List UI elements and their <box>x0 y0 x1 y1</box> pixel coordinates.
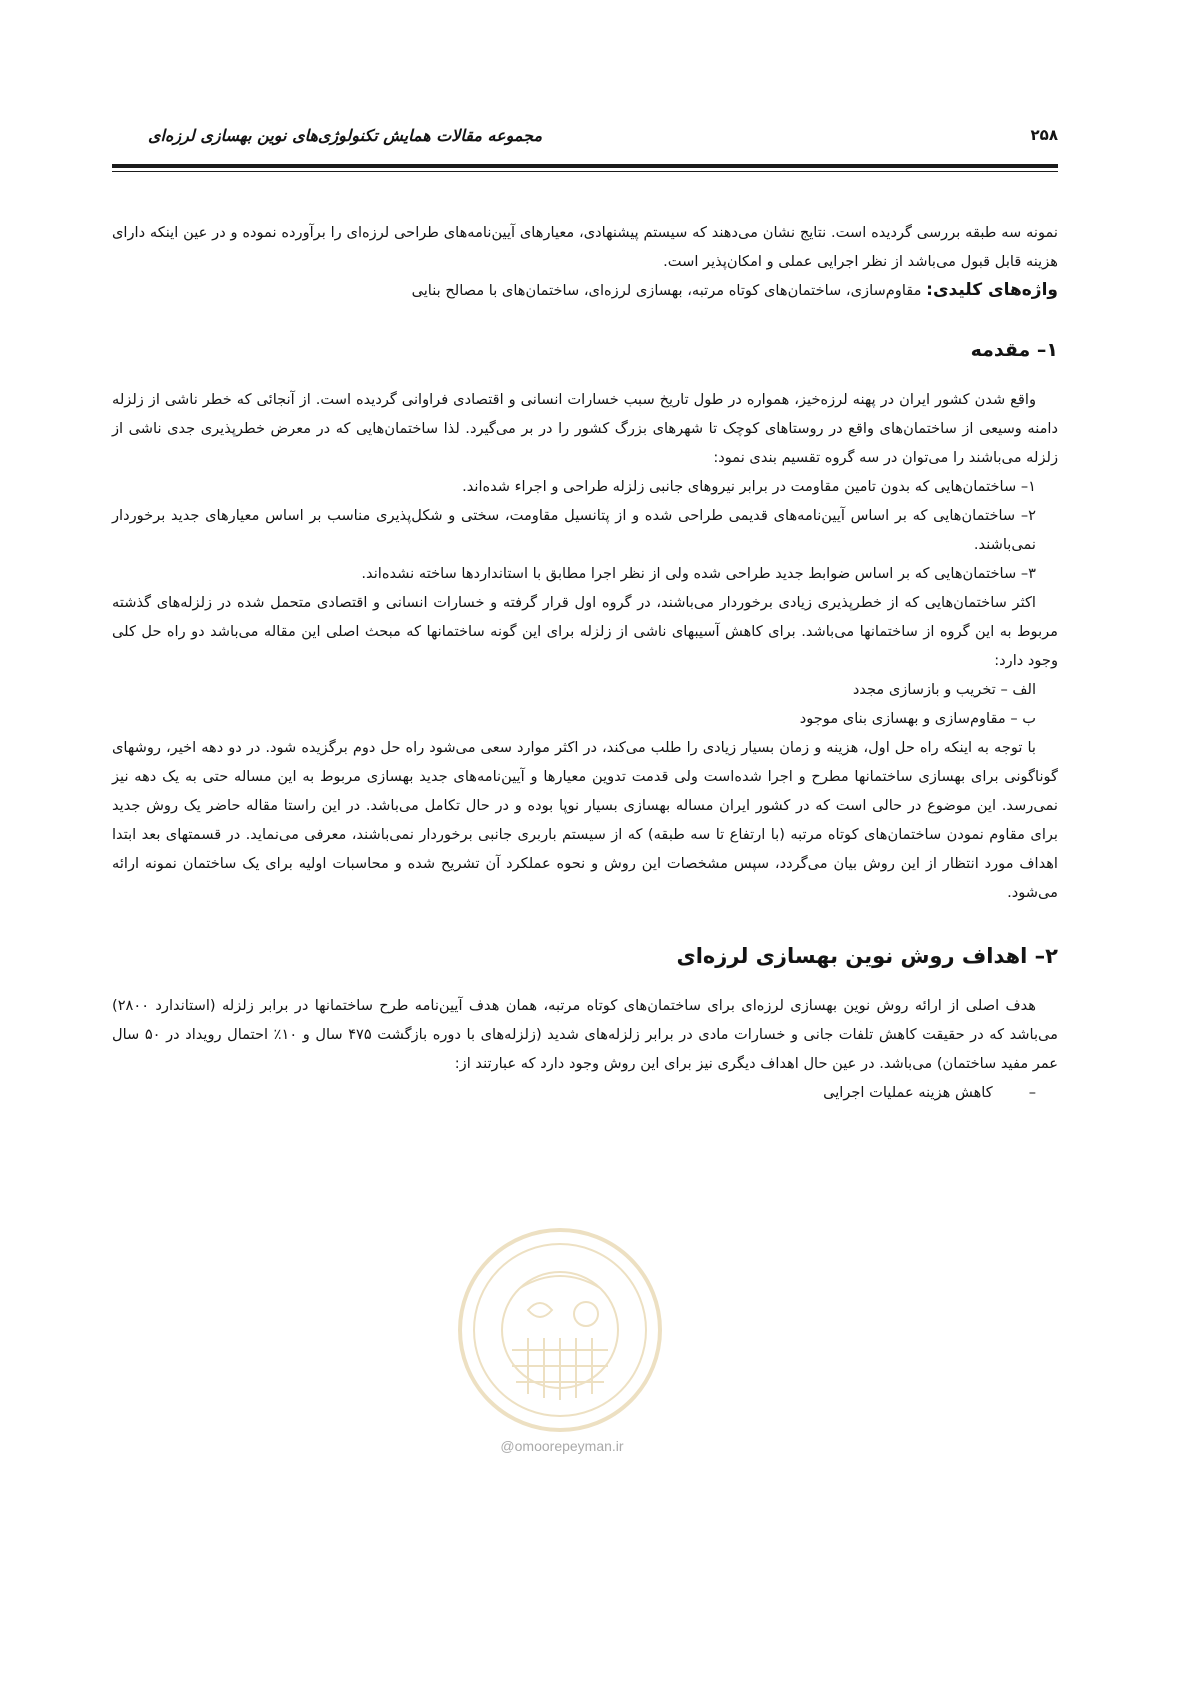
paragraph: هدف اصلی از ارائه روش نوین بهسازی لرزه‌ای برای ساختمان‌های کوتاه مرتبه، همان هدف آیین‌نامه طرح ساختمانها در برابر زلزله (استاندارد ۲۸۰۰) می‌باشد که در حقیقت کاهش تلفات جانی و خسارات مادی در برابر زلزله‌های شدید (زلزله‌های با دوره بازگشت ۴۷۵ سال و ۱۰٪ احتمال رویداد در ۵۰ سال عمر مفید ساختمان) می‌باشد. در عین حال اهداف دیگری نیز برای این روش وجود دارد که عبارتند از: <box>112 997 1058 1072</box>
section-heading-introduction: ۱– مقدمه <box>970 339 1058 361</box>
bullet-text: کاهش هزینه عملیات اجرایی <box>823 1084 993 1101</box>
keywords-line <box>112 276 1058 305</box>
header-rule-thin <box>112 171 1058 172</box>
bullet-item <box>112 1078 1058 1107</box>
body-text <box>112 218 1058 1107</box>
watermark-url: @omoorepeyman.ir <box>500 1438 624 1454</box>
page-number: ۲۵۸ <box>1030 126 1058 144</box>
option-item: ب – مقاوم‌سازی و بهسازی بنای موجود <box>799 710 1036 727</box>
publisher-watermark-seal <box>450 1218 670 1450</box>
paragraph: با توجه به اینکه راه حل اول، هزینه و زمان بسیار زیادی را طلب می‌کند، در اکثر موارد سعی می‌شود راه حل دوم برگزیده شود. در دو دهه اخیر، روشهای گوناگونی برای بهسازی ساختمانها مطرح و اجرا شده‌است ولی قدمت تدوین معیارها و آیین‌نامه‌های جدید بهسازی مربوط به این مساله حتی به یک دهه نیز نمی‌رسد. این موضوع در حالی است که در کشور ایران مساله بهسازی بسیار نوپا بوده و در حال تکامل می‌باشد. در این راستا مقاله حاضر یک روش جدید برای مقاوم نمودن ساختمان‌های کوتاه مرتبه (با ارتفاع تا سه طبقه) که از سیستم باربری جانبی برخوردار نمی‌باشند، معرفی می‌نماید. در قسمتهای بعد ابتدا اهداف مورد انتظار از این روش بیان می‌گردد، سپس مشخصات این روش و نحوه عملکرد آن تشریح شده و محاسبات اولیه برای یک ساختمان نمونه ارائه می‌شود. <box>112 739 1058 901</box>
keywords-text: مقاوم‌سازی، ساختمان‌های کوتاه مرتبه، بهسازی لرزه‌ای، ساختمان‌های با مصالح بنایی <box>411 282 922 299</box>
list-item: ۳– ساختمان‌هایی که بر اساس ضوابط جدید طراحی شده ولی از نظر اجرا مطابق با استانداردها ساخته نشده‌اند. <box>361 565 1036 582</box>
running-header-title: مجموعه مقالات همایش تکنولوژی‌های نوین بهسازی لرزه‌ای <box>148 126 543 145</box>
option-item: الف – تخریب و بازسازی مجدد <box>852 681 1036 698</box>
bullet-dash: – <box>1028 1084 1036 1101</box>
paragraph: اکثر ساختمان‌هایی که از خطرپذیری زیادی برخوردار می‌باشند، در گروه اول قرار گرفته و خسارات انسانی و اقتصادی متحمل شده در زلزله‌های گذشته مربوط به این گروه از ساختمانها می‌باشد. برای کاهش آسیبهای ناشی از زلزله برای این گونه ساختمانها که مبحث اصلی این مقاله می‌باشد دو راه حل کلی وجود دارد: <box>112 594 1058 669</box>
header-rule <box>112 164 1058 168</box>
paragraph: واقع شدن کشور ایران در پهنه لرزه‌خیز، همواره در طول تاریخ سبب خسارات انسانی و اقتصادی فراوانی گردیده است. از آنجائی که خطر ناشی از زلزله دامنه وسیعی از ساختمان‌های واقع در روستاهای کوچک تا شهرهای بزرگ کشور را در بر می‌گیرد. لذا ساختمان‌هایی که در معرض خطرپذیری جدی ناشی از زلزله می‌باشند را می‌توان در سه گروه تقسیم بندی نمود: <box>112 391 1058 466</box>
list-item: ۲– ساختمان‌هایی که بر اساس آیین‌نامه‌های قدیمی طراحی شده و از پتانسیل مقاومت، سختی و شکل‌پذیری مناسب بر اساس معیارهای جدید برخوردار نمی‌باشند. <box>112 507 1036 553</box>
running-header <box>112 126 1058 166</box>
section-heading-objectives: ۲– اهداف روش نوین بهسازی لرزه‌ای <box>676 944 1058 968</box>
keywords-label: واژه‌های کلیدی: <box>926 280 1058 300</box>
abstract-tail: نمونه سه طبقه بررسی گردیده است. نتایج نشان می‌دهند که سیستم پیشنهادی، معیارهای آیین‌نامه‌های طراحی لرزه‌ای را برآورده نموده و در عین اینکه دارای هزینه قابل قبول می‌باشد از نظر اجرایی عملی و امکان‌پذیر است. <box>112 224 1058 270</box>
list-item: ۱– ساختمان‌هایی که بدون تامین مقاومت در برابر نیروهای جانبی زلزله طراحی و اجراء شده‌اند. <box>462 478 1036 495</box>
